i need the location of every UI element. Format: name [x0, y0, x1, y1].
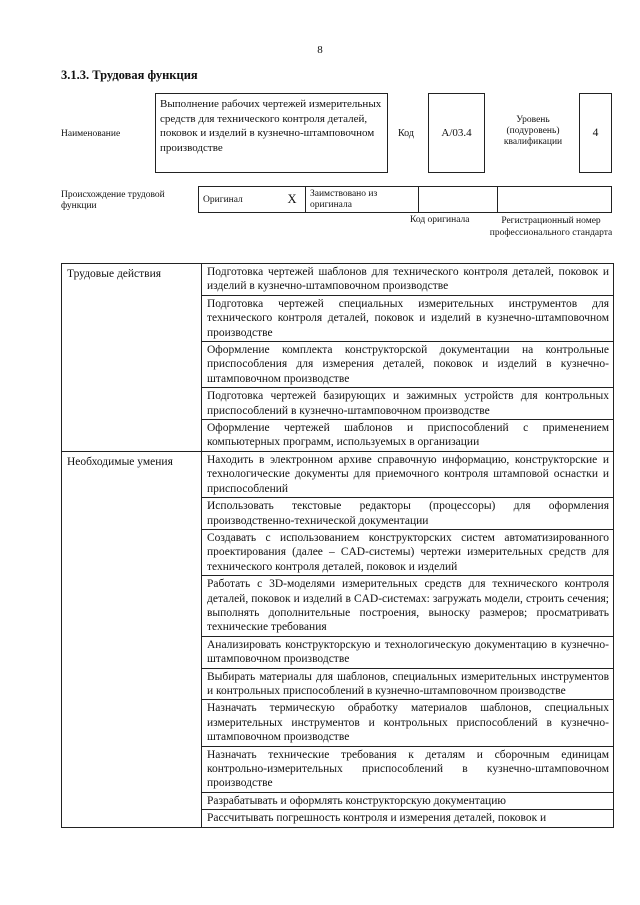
original-code-cell	[419, 187, 498, 213]
list-item: Подготовка чертежей базирующих и зажимных устройств для контрольных приспособлений в кузнечно-штамповочном производстве	[202, 388, 614, 420]
list-item: Разрабатывать и оформлять конструкторскую документацию	[202, 792, 614, 809]
list-item: Выбирать материалы для шаблонов, специальных измерительных инструментов и контрольных приспособлений в кузнечно-штамповочном производстве	[202, 668, 614, 700]
list-item: Использовать текстовые редакторы (процессоры) для оформления производственно-технической документации	[202, 498, 614, 530]
code-label: Код	[398, 128, 414, 139]
section-title: 3.1.3. Трудовая функция	[61, 68, 198, 82]
list-item: Анализировать конструкторскую и технологическую документацию в кузнечно-штамповочном производстве	[202, 636, 614, 668]
original-mark: X	[279, 187, 306, 213]
name-label: Наименование	[61, 129, 121, 139]
list-item: Назначать технические требования к деталям и сборочным единицам контрольно-измерительных приспособлений в кузнечно-штамповочном производстве	[202, 746, 614, 792]
list-item: Рассчитывать погрешность контроля и измерения деталей, поковок и	[202, 810, 614, 827]
list-item: Работать с 3D-моделями измерительных средств для технического контроля деталей, поковок и изделий в CAD-системах: загружать модели, строить сечения; выполнять дополнительные построения, выноску размеров; просматривать технические требования	[202, 576, 614, 637]
origin-label: Происхождение трудовой функции	[61, 190, 165, 211]
borrowed-label: Заимствовано из оригинала	[306, 187, 419, 213]
list-item: Назначать термическую обработку материалов шаблонов, специальных измерительных инструментов и контрольных приспособлений в кузнечно-штамповочном производстве	[202, 700, 614, 746]
qualification-level-label: Уровень (подуровень) квалификации	[503, 115, 563, 147]
reg-number-caption: Регистрационный номер профессионального стандарта	[489, 216, 613, 238]
row-header-required-skills: Необходимые умения	[62, 451, 202, 827]
origin-table	[198, 186, 612, 213]
row-header-labor-actions: Трудовые действия	[62, 264, 202, 452]
list-item: Подготовка чертежей специальных измерительных инструментов для технического контроля деталей, поковок и изделий в кузнечно-штамповочном производстве	[202, 295, 614, 341]
list-item: Подготовка чертежей шаблонов для технического контроля деталей, поковок и изделий в кузнечно-штамповочном производстве	[202, 264, 614, 296]
table-row	[62, 264, 614, 296]
function-code-box: А/03.4	[428, 93, 485, 173]
function-details-table	[61, 263, 614, 828]
reg-number-cell	[498, 187, 612, 213]
function-name-box: Выполнение рабочих чертежей измерительных средств для технического контроля деталей, поковок и изделий в кузнечно-штамповочном производстве	[155, 93, 388, 173]
table-row	[62, 451, 614, 497]
list-item: Оформление комплекта конструкторской документации на контрольные приспособления для измерения деталей, поковок и изделий в кузнечно-штамповочном производстве	[202, 342, 614, 388]
list-item: Создавать с использованием конструкторских систем автоматизированного проектирования (далее – CAD-системы) чертежи измерительных средств для технического контроля деталей, поковок и изделий	[202, 529, 614, 575]
list-item: Находить в электронном архиве справочную информацию, конструкторские и технологические документы для приемочного контроля штамповой оснастки и приспособлений	[202, 451, 614, 497]
page-number: 8	[317, 44, 323, 56]
qualification-level-box: 4	[579, 93, 612, 173]
list-item: Оформление чертежей шаблонов и приспособлений с применением компьютерных программ, используемых в организации	[202, 420, 614, 452]
code-original-caption: Код оригинала	[410, 215, 470, 225]
original-label: Оригинал	[199, 187, 280, 213]
